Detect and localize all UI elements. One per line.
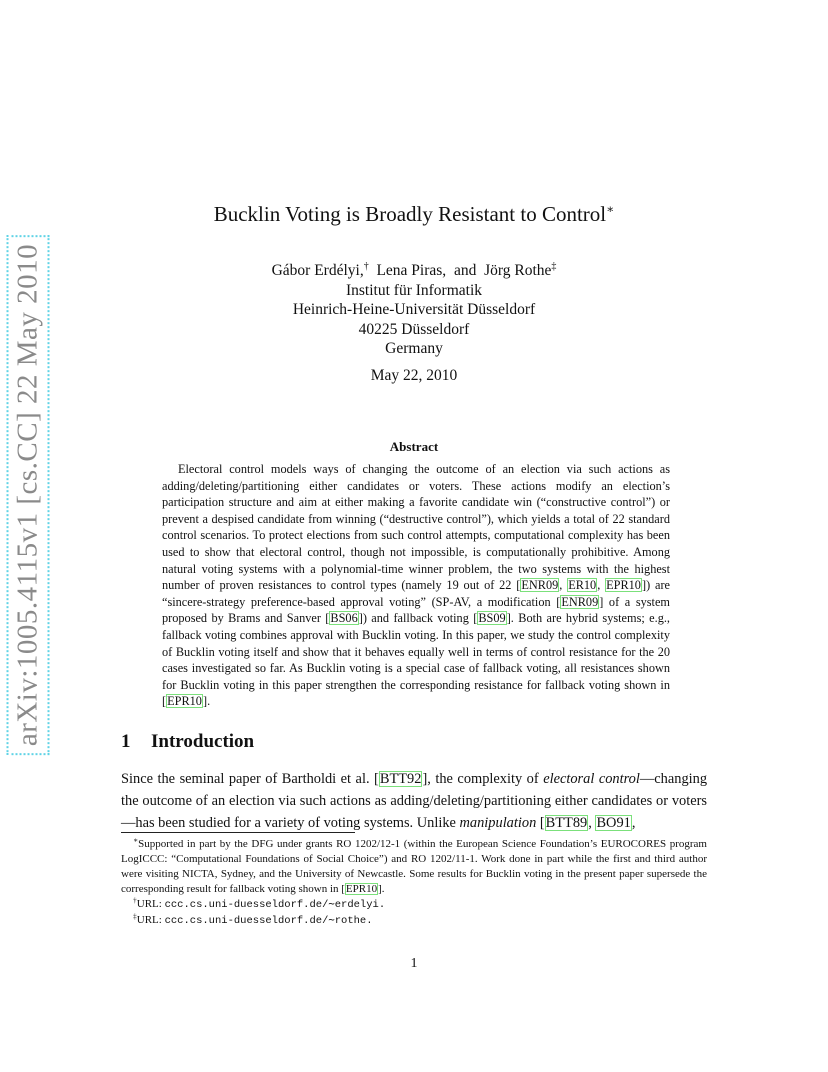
title-footnote-mark[interactable]: ∗ [606, 202, 615, 216]
affiliation-line: Institut für Informatik [345, 281, 483, 299]
affiliation-line: 40225 Düsseldorf [358, 320, 470, 338]
affiliation-line: Germany [385, 340, 443, 357]
paper-date: May 22, 2010 [370, 367, 458, 384]
affiliation-line: Heinrich-Heine-Universität Düsseldorf [292, 301, 536, 318]
abstract-body: Electoral control models ways of changing the outcome of an election via such actions as adding/deleting/partitioning either candidates or voters. These actions modify an election’s participation structure and aim at either making a favorite candidate win (“constructive control”) or prevent a despised candidate from winning (“destructive control”), which yields a total of 22 standard control scenarios. To protect elections from such control attempts, computational complexity has been used to show that electoral control, though not impossible, is computationally prohibitive. Among natural voting systems with a polynomial-time winner problem, the two systems with the highest number of proven resistances to control types (namely 19 out of 22 [ENR09, ER10, EPR10]) are “sincere-strategy preference-based approval voting” (SP-AV, a modification [ENR09] of a system proposed by Brams and Sanver [BS06]) and fallback voting [BS09]. Both are hybrid systems; e.g., fallback voting combines approval with Bucklin voting. In this paper, we study the control complexity of Bucklin voting itself and show that it behaves equally well in terms of control resistance for the 20 cases investigated so far. As Bucklin voting is a special case of fallback voting, all resistances shown for Bucklin voting in this paper strengthen the corresponding resistance for fallback voting shown in [EPR10]. [162, 462, 671, 709]
citation-link[interactable]: EPR10 [606, 578, 641, 593]
section-heading [121, 731, 254, 753]
citation-link[interactable]: ER10 [568, 578, 597, 593]
author-block [0, 261, 828, 359]
emphasis-term: electoral control [543, 771, 640, 787]
citation-link[interactable]: BTT89 [545, 815, 588, 831]
footnote-url-erdelyi: †URL: ccc.cs.uni-duesseldorf.de/∼erdelyi. [133, 895, 386, 911]
page-number: 1 [410, 956, 418, 971]
citation-link[interactable]: EPR10 [167, 694, 202, 709]
author-footnote-mark[interactable]: ‡ [551, 260, 557, 272]
footnotes [121, 837, 707, 929]
section-title: Introduction [151, 731, 255, 752]
citation-link[interactable]: BO91 [596, 815, 631, 831]
paper-title: Bucklin Voting is Broadly Resistant to Control∗ [213, 202, 615, 226]
footnote-funding: ∗Supported in part by the DFG under grants RO 1202/12-1 (within the European Science Foundation’s EUROCORES program LogICCC: “Computational Foundations of Social Choice”) and RO 1202/11-1. Work done in part while the first and third author were visiting NICTA, Sydney, and the University of Newcastle. Some results for Bucklin voting in the present paper supersede the corresponding result for fallback voting shown in [EPR10]. [121, 835, 707, 895]
footnote-url-rothe: ‡URL: ccc.cs.uni-duesseldorf.de/∼rothe. [133, 911, 373, 927]
emphasis-term: manipulation [459, 815, 537, 831]
citation-link[interactable]: ENR09 [521, 578, 559, 593]
citation-link[interactable]: EPR10 [345, 883, 378, 895]
author-erdelyi: Gábor Erdélyi, [271, 262, 364, 279]
url-link[interactable]: ccc.cs.uni-duesseldorf.de/∼rothe. [164, 915, 373, 927]
citation-link[interactable]: BTT92 [379, 771, 422, 787]
section-number: 1 [121, 731, 131, 752]
url-link[interactable]: ccc.cs.uni-duesseldorf.de/∼erdelyi. [164, 899, 386, 911]
footnote-rule [121, 832, 355, 833]
intro-paragraph: Since the seminal paper of Bartholdi et al. [BTT92], the complexity of electoral control—changing the outcome of an election via such actions as adding/deleting/partitioning either candidates or voters—has been studied for a variety of voting systems. Unlike manipulation [BTT89, BO91, [121, 771, 708, 831]
citation-link[interactable]: BS06 [330, 611, 358, 626]
citation-link[interactable]: ENR09 [561, 594, 599, 609]
author-and: and [453, 262, 477, 279]
arxiv-identifier-link[interactable]: arXiv:1005.4115v1 [cs.CC] 22 May 2010 [12, 240, 45, 750]
author-piras: Lena Piras, [376, 262, 447, 279]
author-footnote-mark[interactable]: † [363, 260, 369, 272]
citation-link[interactable]: BS09 [478, 611, 506, 626]
author-rothe: Jörg Rothe [484, 262, 552, 279]
author-line [0, 261, 828, 281]
affiliation [0, 281, 828, 359]
abstract-heading: Abstract [389, 439, 439, 454]
